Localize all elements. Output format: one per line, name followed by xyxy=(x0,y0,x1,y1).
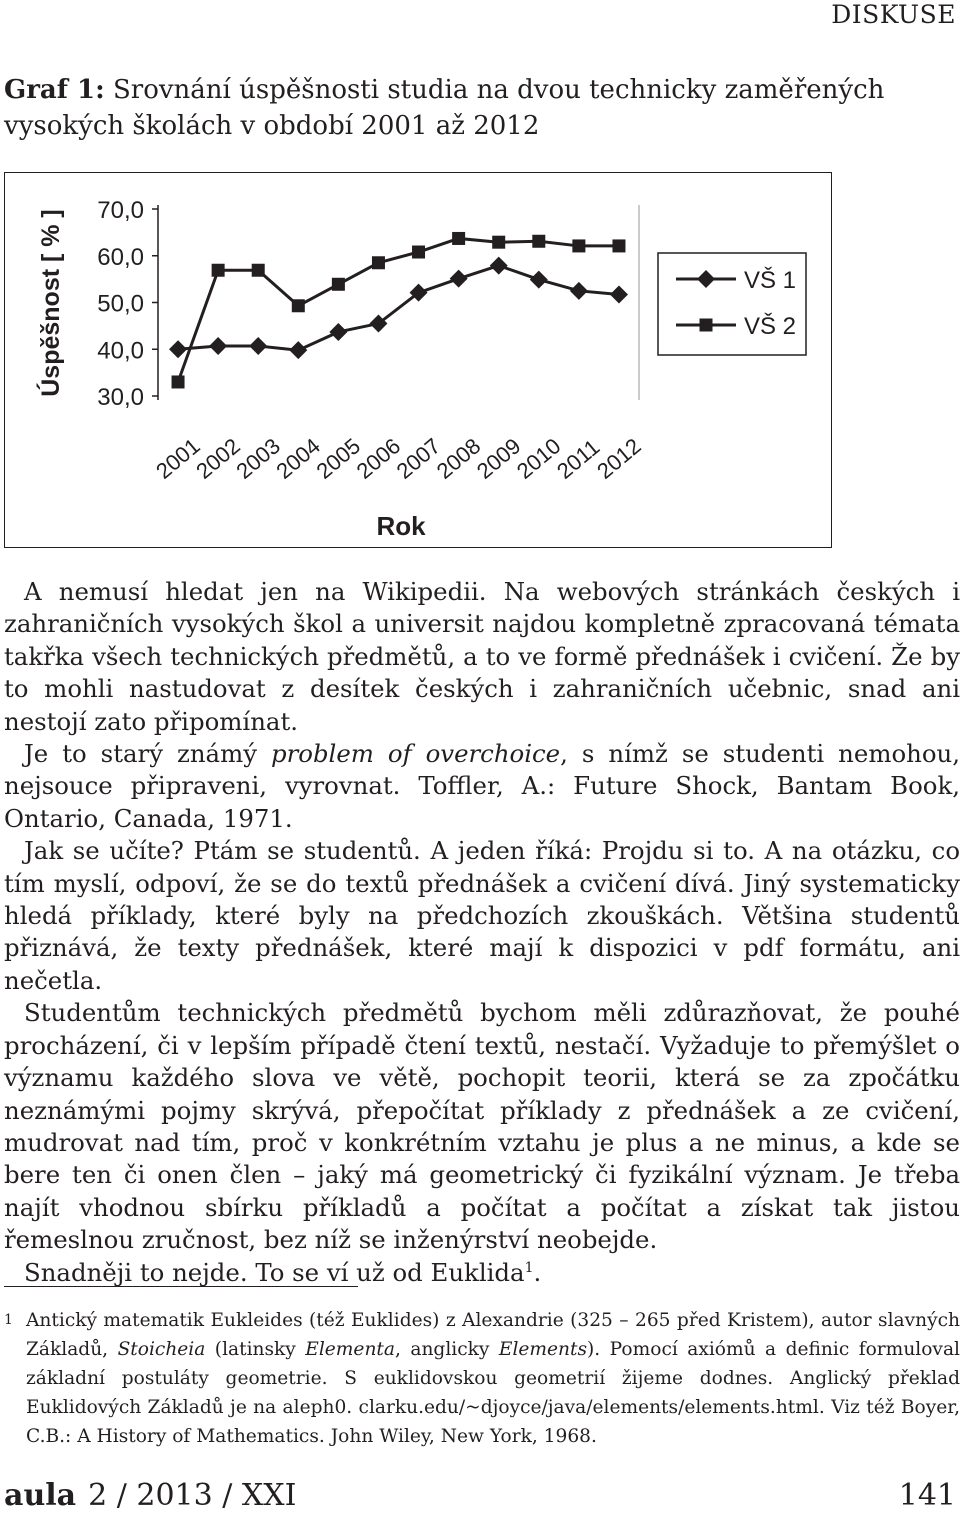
paragraph-text: Snadněji to nejde. To se ví už od Euklida xyxy=(24,1257,525,1287)
x-tick-label: 2002 xyxy=(191,433,245,484)
y-tick-label: 30,0 xyxy=(97,384,144,411)
footnote-part: , anglicky xyxy=(394,1339,499,1360)
footnote-ref[interactable]: 1 xyxy=(524,1259,534,1276)
data-point-square xyxy=(292,299,305,312)
x-tick-label: 2003 xyxy=(231,433,285,484)
footnote-part: Antický matematik Eukleides (též Euklides) z Alexandrie (325 – 265 před Kristem), autor slavných Základů, xyxy=(26,1310,960,1360)
footnote xyxy=(4,1306,960,1451)
footnote-number: 1 xyxy=(4,1312,13,1328)
data-point-square xyxy=(452,232,465,245)
data-point-diamond xyxy=(249,337,267,355)
paragraph-text: , s nímž se studenti nemohou, nejsouce připraveni, vyrovnat. Toffler, A.: Future Shock, Bantam Book, Ontario, Canada, 1971. xyxy=(4,739,960,833)
paragraph-text: Studentům technických předmětů bychom měli zdůrazňovat, že pouhé procházení, či v lepším případě čtení textů, nestačí. Vyžaduje to přemýšlet o významu každého slova ve větě, pochopit teorii, která se za zpočátku neznámými pojmy skrývá, přepočítat příklady z přednášek a ze cvičení, mudrovat nad tím, proč v konkrétním vztahu je plus a ne minus, a kde se bere ten či onen člen – jaký má geometrický či fyzikální význam. Je třeba najít vhodnou sbírku příkladů a počítat a počítat a získat tak jistou řemeslnou zručnost, bez níž se inženýrství neobejde. xyxy=(4,998,960,1255)
paragraph-text: Jak se učíte? Ptám se studentů. A jeden říká: Projdu si to. A na otázku, co tím myslí, odpoví, že se do textů přednášek a cvičení dívá. Jiný systematicky hledá příklady, které byly na předchozích zkouškách. Většina studentů přiznává, že texty přednášek, které mají k dispozici v pdf formátu, ani nečetla. xyxy=(4,836,960,995)
paragraph xyxy=(4,835,960,997)
x-axis-title: Rok xyxy=(376,511,426,541)
data-point-diamond xyxy=(169,340,187,358)
footnote-emphasis: Elementa xyxy=(305,1339,395,1360)
chart-svg xyxy=(5,173,833,549)
journal-name: aula xyxy=(4,1478,77,1513)
legend-label: VŠ 1 xyxy=(744,267,797,294)
data-point-square xyxy=(532,235,545,248)
data-point-diamond xyxy=(570,282,588,300)
x-tick-label: 2008 xyxy=(431,433,486,484)
data-point-square xyxy=(172,375,185,388)
paragraph-text: . xyxy=(533,1257,542,1287)
footnote-emphasis: Elements xyxy=(498,1339,588,1360)
x-tick-label: 2005 xyxy=(311,433,366,484)
section-label: DISKUSE xyxy=(831,0,956,29)
data-point-diamond xyxy=(329,323,347,341)
y-tick-label: 40,0 xyxy=(97,337,144,365)
y-tick-label: 50,0 xyxy=(97,290,144,318)
data-point-square xyxy=(252,264,265,277)
paragraph-text: A nemusí hledat jen na Wikipedii. Na webových stránkách českých i zahraničních vysokých škol a universit najdou kompletně zpracovaná témata takřka všech technických předmětů, a to ve formě přednášek i cvičení. Že by to mohli nastudovat z desítek českých i zahraničních učebnic, snad ani nestojí zato připomínat. xyxy=(4,577,960,736)
data-point-diamond xyxy=(490,257,508,275)
data-point-square xyxy=(372,256,385,269)
x-tick-label: 2010 xyxy=(511,433,566,484)
data-point-diamond xyxy=(610,286,628,304)
data-point-square xyxy=(492,236,505,249)
emphasis: problem of overchoice xyxy=(270,739,561,769)
figure-caption-text: Srovnání úspěšnosti studia na dvou technicky zaměřených vysokých školách v období 2001 až 2012 xyxy=(4,75,885,141)
x-tick-label: 2007 xyxy=(391,433,446,484)
footnote-text xyxy=(26,1306,960,1451)
page-number: 141 xyxy=(898,1478,956,1513)
x-tick-label: 2004 xyxy=(271,433,326,484)
figure-caption xyxy=(4,72,960,144)
article-body xyxy=(4,576,960,1289)
x-tick-label: 2006 xyxy=(351,433,406,484)
y-tick-label: 60,0 xyxy=(97,243,144,271)
data-point-square xyxy=(412,246,425,259)
paragraph-text: Je to starý známý xyxy=(24,739,271,769)
y-tick-label: 70,0 xyxy=(97,197,144,224)
x-tick-label: 2009 xyxy=(471,433,526,484)
data-point-diamond xyxy=(289,341,307,359)
data-point-square xyxy=(572,239,585,252)
x-tick-label: 2012 xyxy=(592,433,646,484)
issue-number: 2 / 2013 / XXI xyxy=(88,1478,297,1513)
y-axis-title: Úspěšnost [ % ] xyxy=(37,209,65,397)
data-point-square xyxy=(212,264,225,277)
data-point-square xyxy=(612,239,625,252)
footnote-emphasis: Stoicheia xyxy=(117,1339,206,1360)
paragraph xyxy=(4,576,960,738)
journal-issue xyxy=(4,1478,296,1513)
x-tick-label: 2011 xyxy=(552,434,605,484)
legend-marker-square xyxy=(700,319,713,332)
paragraph xyxy=(4,1257,960,1289)
data-point-square xyxy=(332,278,345,291)
data-point-diamond xyxy=(450,270,468,288)
x-tick-label: 2001 xyxy=(151,433,205,484)
data-point-diamond xyxy=(530,271,548,289)
paragraph xyxy=(4,997,960,1256)
data-point-diamond xyxy=(209,337,227,355)
footnote-divider xyxy=(4,1286,358,1287)
legend-marker-diamond xyxy=(697,270,715,288)
series-line xyxy=(178,266,619,351)
line-chart xyxy=(4,172,832,548)
footnote-part: ). Pomocí axiómů a definic formuloval základní postuláty geometrie. S euklidovskou geometrií žijeme dodnes. Anglický překlad Euklidových Základů je na aleph0. clarku.edu/~djoyce/java/elements/elements.html. Viz též Boyer, C.B.: A History of Mathematics. John Wiley, New York, 1968. xyxy=(26,1339,960,1447)
figure-label: Graf 1: xyxy=(4,75,105,105)
paragraph xyxy=(4,738,960,835)
series-line xyxy=(178,238,619,382)
footnote-part: (latinsky xyxy=(205,1339,306,1360)
legend-label: VŠ 2 xyxy=(744,313,797,340)
